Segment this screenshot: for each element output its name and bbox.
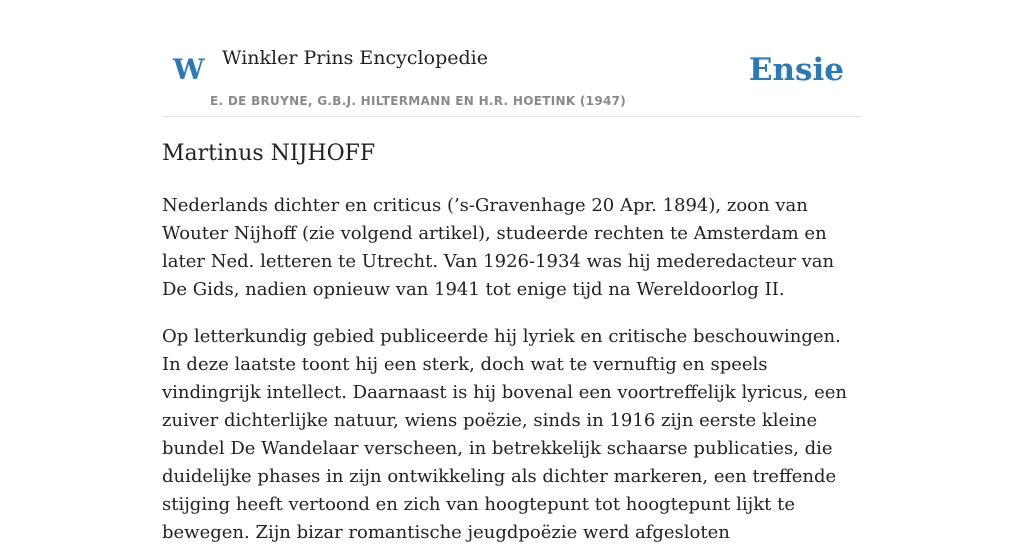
winkler-prins-logo-icon[interactable]: W	[173, 53, 205, 86]
article-paragraph: Op letterkundig gebied publiceerde hij lyriek en critische beschouwingen. In deze laatste toont hij een sterk, doch wat te vernuftig en speels vindingrijk intellect. Daarnaast is hij bovenal een voortreffelijk lyricus, een zuiver dichterlijke natuur, wiens poëzie, sinds in 1916 zijn eerste kleine bundel De Wandelaar verscheen, in betrekkelijk schaarse publicaties, die duidelijke phases in zijn ontwikkeling als dichter markeren, een treffende stijging heeft vertoond en zich van hoogtepunt tot hoogtepunt lijkt te bewegen. Zijn bizar romantische jeugdpoëzie werd afgesloten	[162, 326, 848, 543]
source-title-link[interactable]: Winkler Prins Encyclopedie	[222, 47, 488, 69]
article-title: Martinus NIJHOFF	[162, 141, 376, 166]
ensie-brand-logo[interactable]: Ensie	[748, 52, 844, 88]
article	[162, 138, 862, 547]
source-authors: E. DE BRUYNE, G.B.J. HILTERMANN EN H.R. HOETINK (1947)	[210, 94, 627, 108]
source-header	[162, 0, 862, 117]
article-paragraph: Nederlands dichter en criticus (’s-Gravenhage 20 Apr. 1894), zoon van Wouter Nijhoff (zie volgend artikel), studeerde rechten te Amsterdam en later Ned. letteren te Utrecht. Van 1926-1934 was hij mederedacteur van De Gids, nadien opnieuw van 1941 tot enige tijd na Wereldoorlog II.	[162, 195, 835, 300]
